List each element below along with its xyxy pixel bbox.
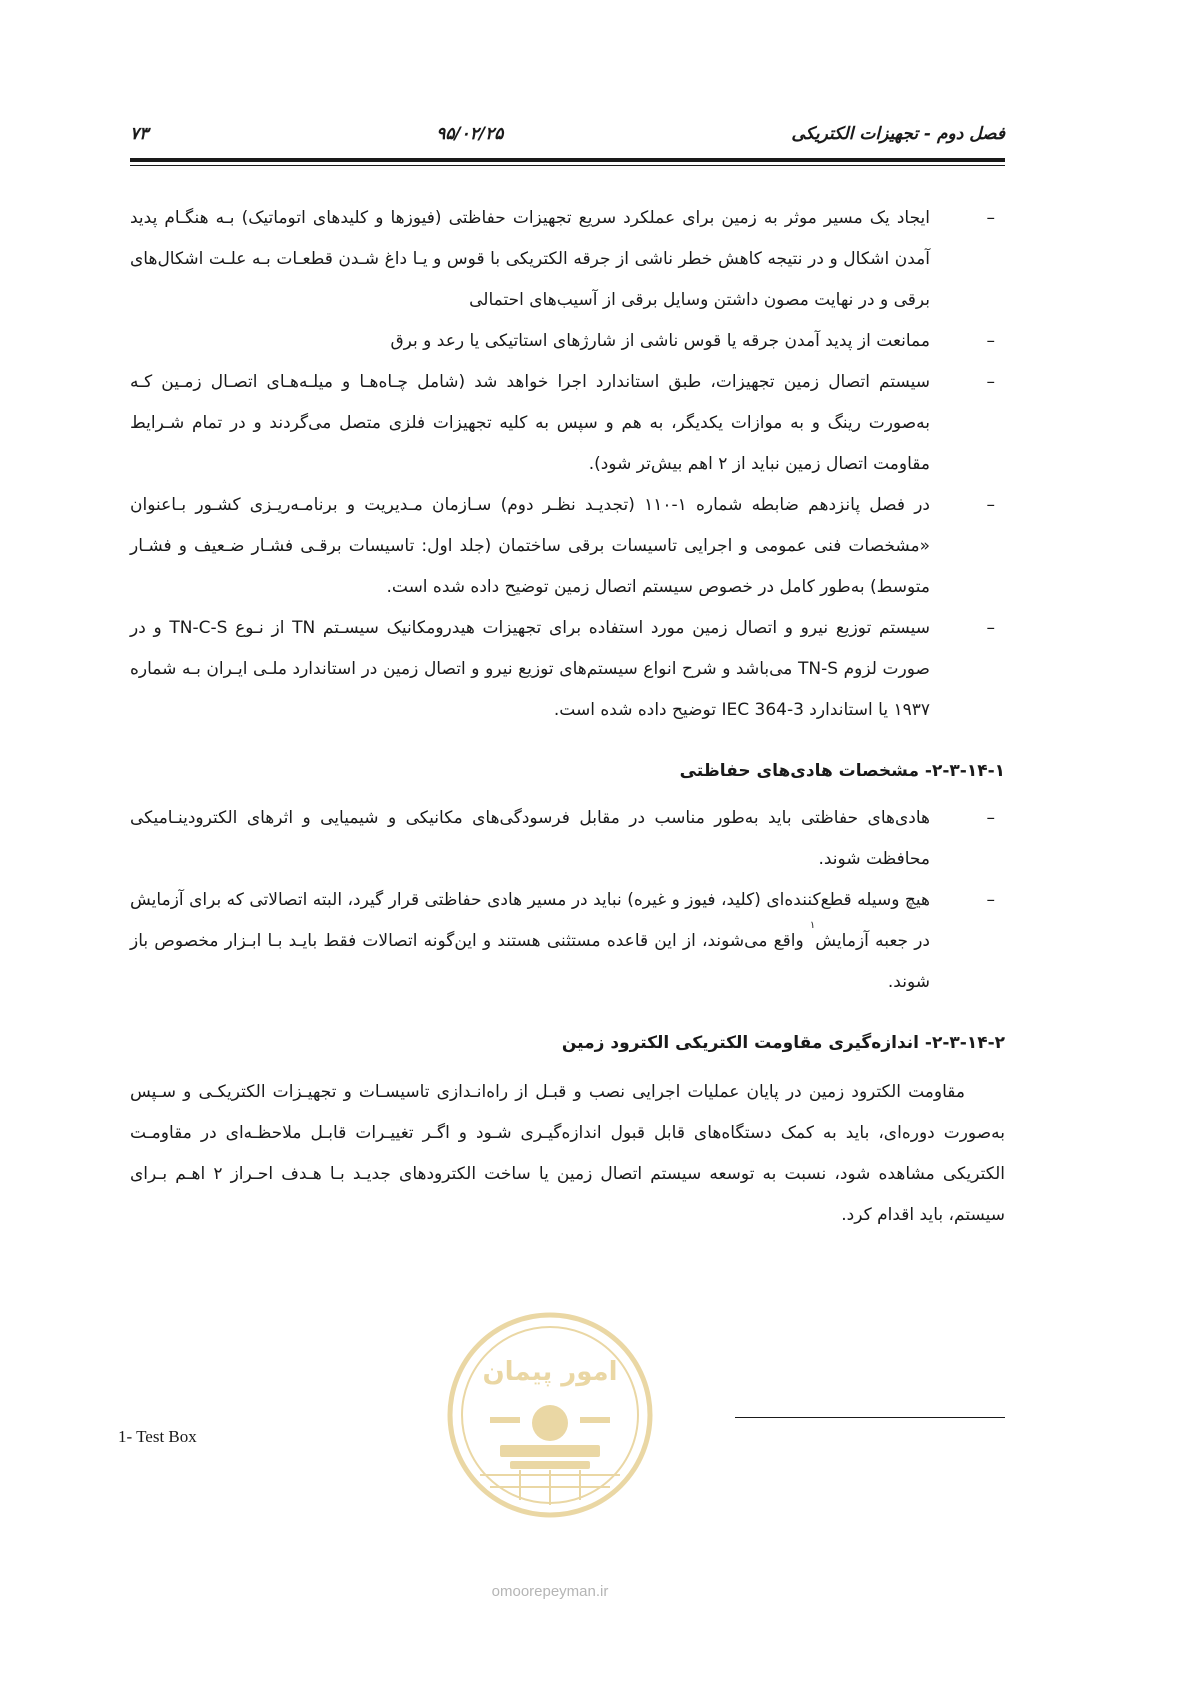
paragraph-earth-resistance: مقاومت الکترود زمین در پایان عملیات اجرایی نصب و قبـل از راه‌انـدازی تاسیسـات و تجهیـزات الکتریکـی و سـپس به‌صورت دوره‌ای، باید به کمک دستگاه‌های قابل قبول اندازه‌گیـری شـود و اگـر تغییـرات قابـل ملاحظـه‌ای در مقاومـت الکتریکی مشاهده شود، نسبت به توسعه سیستم اتصال زمین یا ساخت الکترودهای جدیـد بـا هـدف احـراز ۲ اهـم بـرای سیستم، باید اقدام کرد. (130, 1082, 1005, 1225)
header-rule-thick (130, 158, 1005, 162)
header-rule-thin (130, 165, 1005, 166)
list-item: – در فصل پانزدهم ضابطه شماره ۱-۱۱۰ (تجدیـد نظـر دوم) سـازمان مـدیریت و برنامـه‌ریـزی کشـور بـاعنوان «مشخصات فنی عمومی و اجرایی تاسیسات برقی ساختمان (جلد اول: تاسیسات برقـی فشـار ضـعیف و فشـار متوسط) به‌طور کامل در خصوص سیستم اتصال زمین توضیح داده شده است. (130, 485, 1005, 608)
list-item: – ممانعت از پدید آمدن جرقه یا قوس ناشی از شارژهای استاتیکی یا رعد و برق (130, 321, 1005, 362)
bullet-dash: – (986, 618, 995, 638)
bullet-dash: – (986, 890, 995, 910)
footnote: 1- Test Box (118, 1427, 197, 1446)
list-item: – سیستم اتصال زمین تجهیزات، طبق استاندارد اجرا خواهد شد (شامل چـاه‌هـا و میلـه‌هـای اتصـال زمـین کـه به‌صورت رینگ و به موازات یکدیگر، به هم و سپس به کلیه تجهیزات فلزی متصل می‌گردند و در تمام شـرایط مقاومت اتصال زمین نباید از ۲ اهم بیش‌تر شود). (130, 362, 1005, 485)
section-heading-protective-conductors: ۲-۳-۱۴-۱- مشخصات هادی‌های حفاظتی (679, 761, 1005, 781)
bullet-dash: – (986, 372, 995, 392)
footnote-separator (735, 1417, 1005, 1418)
watermark-logo-text: امور پیمان (482, 1357, 618, 1387)
bullet-list-top (130, 198, 1005, 731)
list-item: – هادی‌های حفاظتی باید به‌طور مناسب در مقابل فرسودگی‌های مکانیکی و شیمیایی و اثرهای الکترودینـامیکی محافظت شوند. (130, 798, 1005, 880)
chapter-title: فصل دوم - تجهیزات الکتریکی (791, 124, 1005, 144)
page-header (130, 116, 1005, 152)
list-item: – سیستم توزیع نیرو و اتصال زمین مورد استفاده برای تجهیزات هیدرومکانیک سیسـتم TN از نـوع TN-C-S و در صورت لزوم TN-S می‌باشد و شرح انواع سیستم‌های توزیع نیرو و اتصال زمین در استاندارد ملـی ایـران بـه شماره ۱۹۳۷ یا استاندارد IEC 364-3 توضیح داده شده است. (130, 608, 1005, 731)
bullet-dash: – (986, 208, 995, 228)
page-number: ۷۳ (130, 124, 149, 144)
list-item: – ایجاد یک مسیر موثر به زمین برای عملکرد سریع تجهیزات حفاظتی (فیوزها و کلیدهای اتوماتیک) بـه هنگـام پدید آمدن اشکال و در نتیجه کاهش خطر ناشی از جرقه الکتریکی با قوس و یـا داغ شـدن قطعـات بـه علـت اشکال‌های برقی و در نهایت مصون داشتن وسایل برقی از آسیب‌های احتمالی (130, 198, 1005, 321)
header-date: ۹۵/۰۲/۲۵ (436, 124, 504, 144)
bullet-dash: – (986, 808, 995, 828)
bullet-list-section1 (130, 798, 1005, 1003)
bullet-dash: – (986, 331, 995, 351)
bullet-dash: – (986, 495, 995, 515)
watermark-logo (440, 1305, 660, 1525)
section-heading-earth-resistance: ۲-۳-۱۴-۲- اندازه‌گیری مقاومت الکتریکی الکترود زمین (561, 1033, 1005, 1053)
watermark-url: omoorepeyman.ir (491, 1583, 609, 1600)
footnote-reference: ۱ (809, 920, 816, 931)
page-body (130, 198, 1005, 1236)
list-item: – هیچ وسیله قطع‌کننده‌ای (کلید، فیوز و غیره) نباید در مسیر هادی حفاظتی قرار گیرد، البته اتصالاتی که برای آزمایش در جعبه آزمایش$^۱$ واقع می‌شوند، از این قاعده مستثنی هستند و این‌گونه اتصالات فقط بایـد بـا ابـزار مخصوص باز شوند. (130, 880, 1005, 1003)
